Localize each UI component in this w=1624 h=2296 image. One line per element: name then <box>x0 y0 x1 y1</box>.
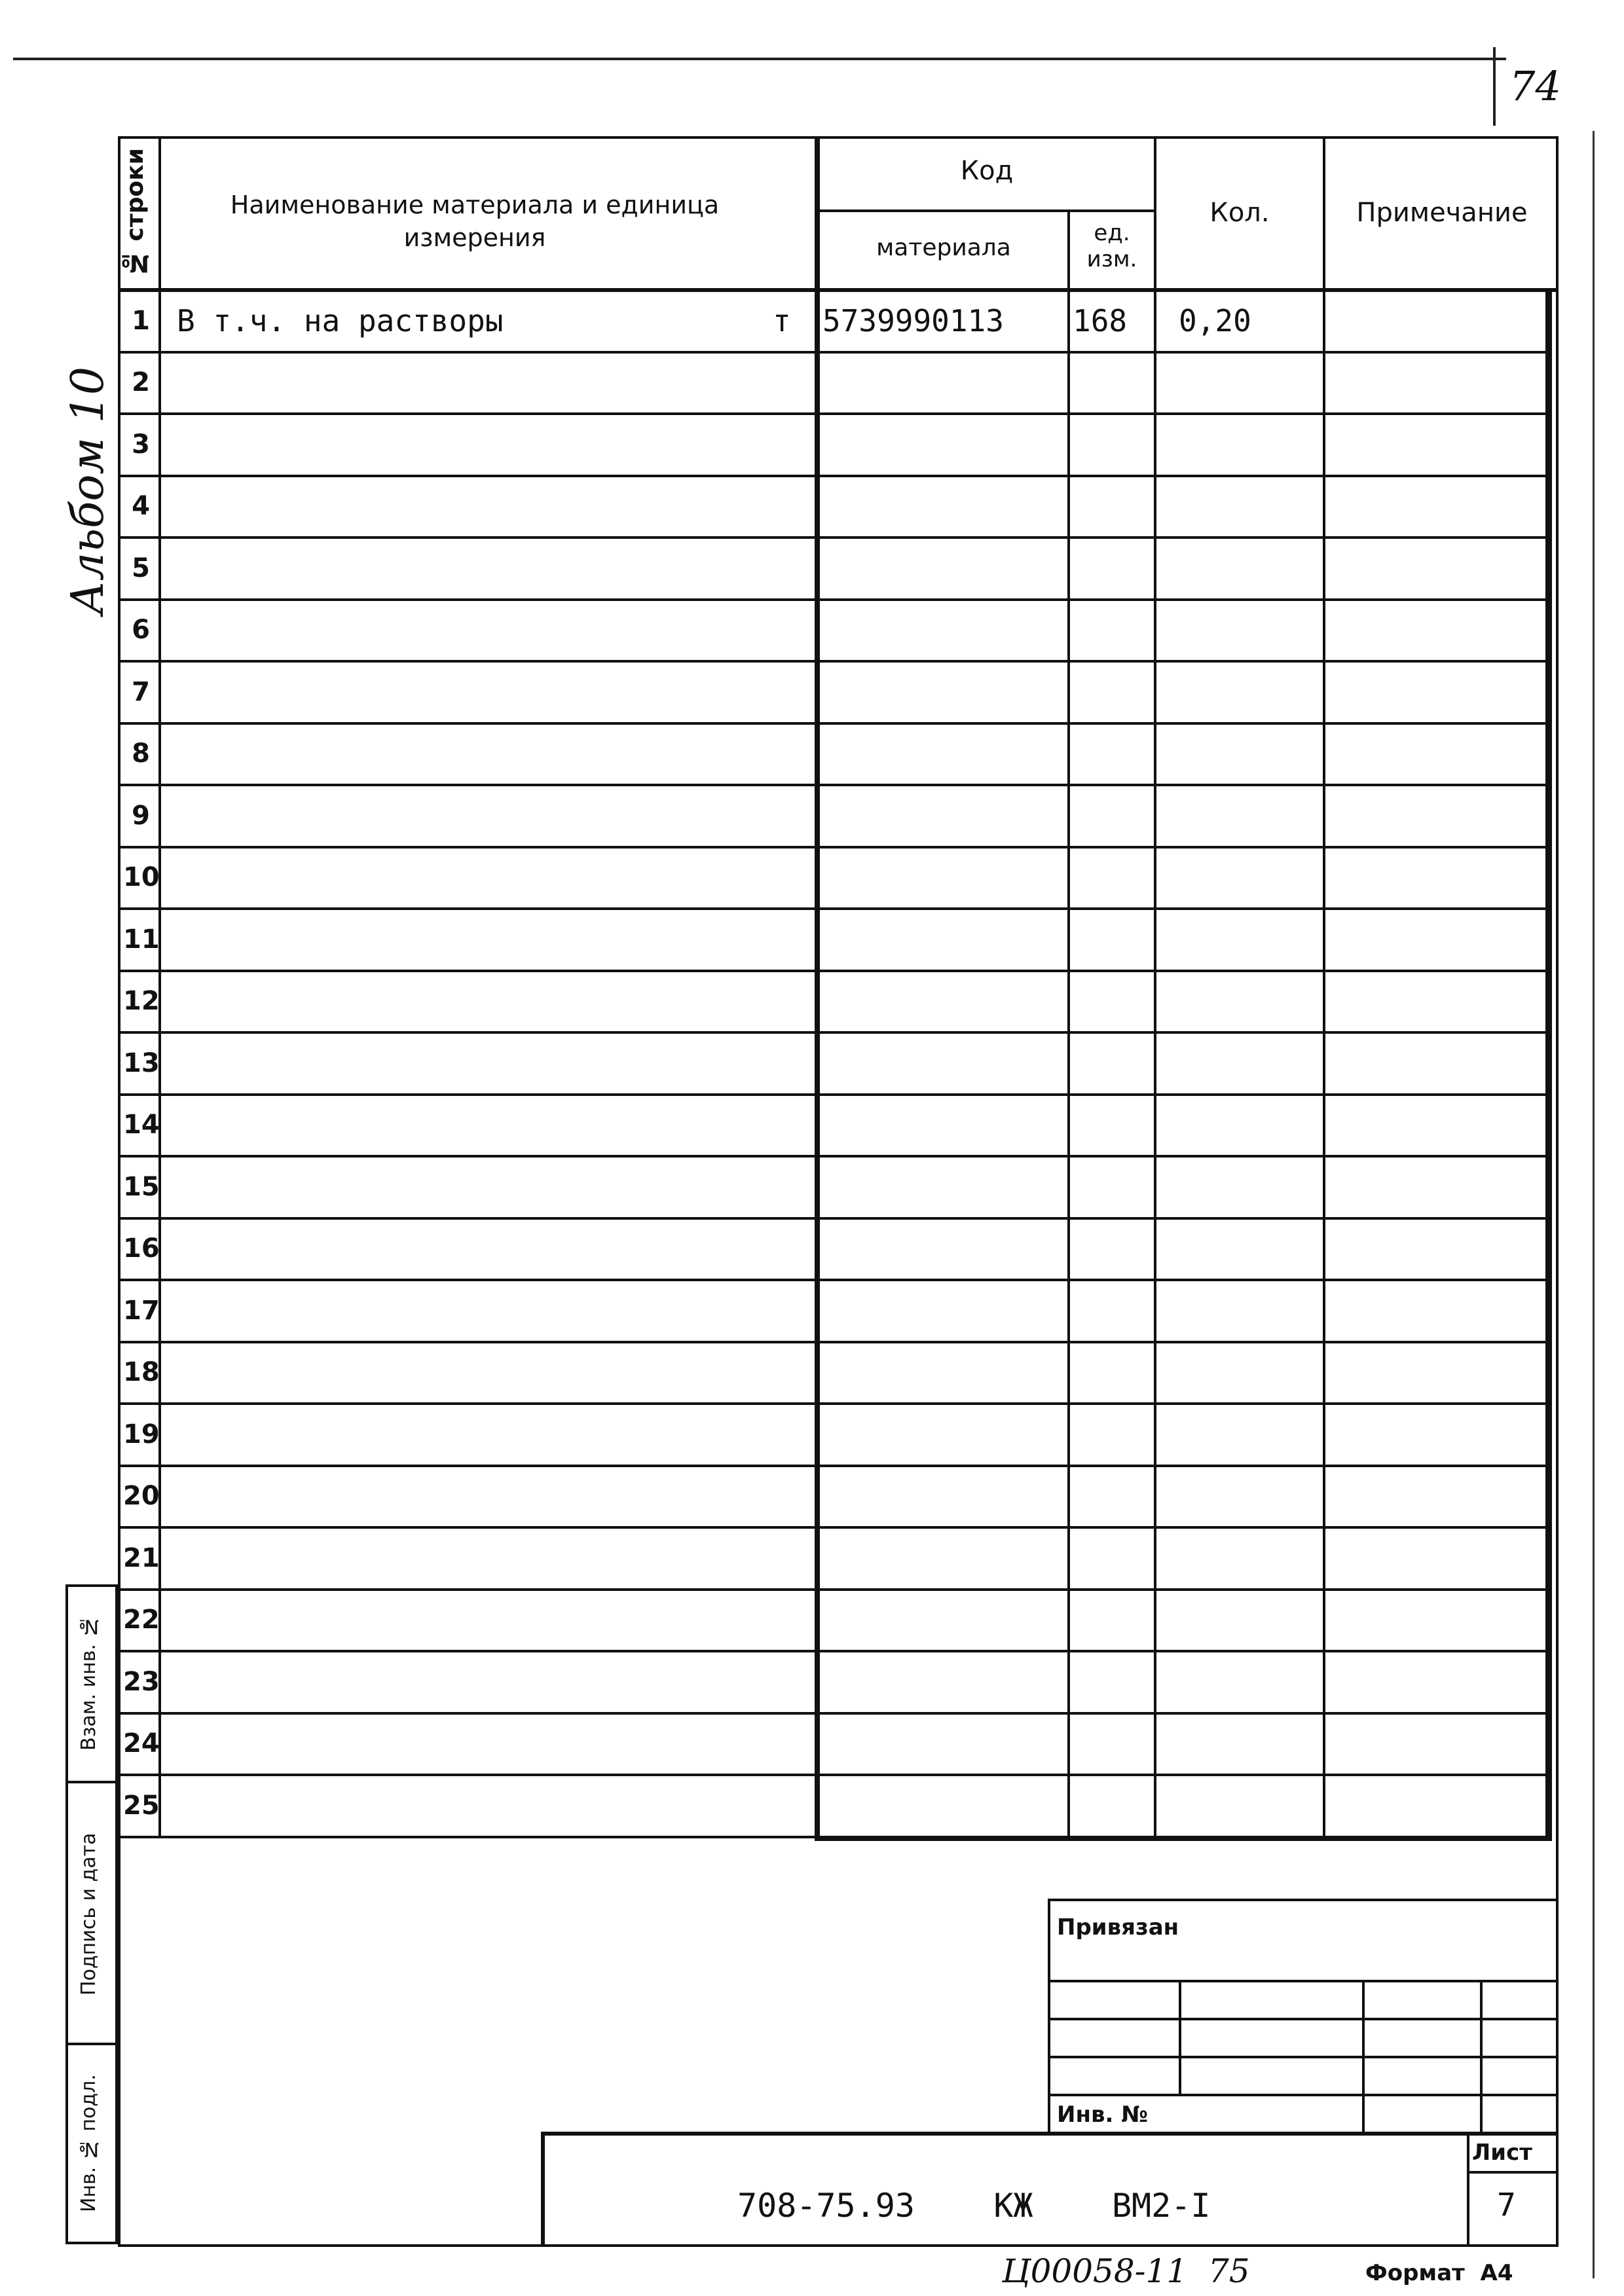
row-number: 14 <box>123 1110 160 1140</box>
signature-date-label: Подпись и дата <box>77 1832 100 1996</box>
table-row <box>118 1158 1559 1220</box>
row-number: 11 <box>123 924 160 955</box>
replace-inv-label: Взам. инв. № <box>77 1614 100 1751</box>
top-rule <box>13 58 1506 60</box>
row-number: 17 <box>123 1296 160 1326</box>
row-number: 25 <box>123 1791 160 1821</box>
table-body <box>118 292 1559 1838</box>
row-number: 10 <box>123 862 160 892</box>
note-header: Примечание <box>1356 198 1528 228</box>
table-row <box>118 972 1559 1034</box>
table-row <box>118 477 1559 539</box>
document-code: 708-75.93 КЖ ВМ2-I <box>737 2187 1211 2225</box>
inv-orig-label: Инв. № подл. <box>77 2074 100 2213</box>
table-row <box>118 1220 1559 1281</box>
row-number: 18 <box>123 1357 160 1387</box>
rownum-header: № строки <box>122 148 149 276</box>
page-number-box <box>1493 47 1496 126</box>
name-header: Наименование материала и единица измерения <box>230 191 720 252</box>
row-number: 6 <box>132 615 150 645</box>
material-name-cell: В т.ч. на растворы <box>177 303 504 338</box>
table-row <box>118 1034 1559 1096</box>
trim-line <box>1593 131 1595 2278</box>
row-number: 5 <box>132 553 150 583</box>
inv-no-label: Инв. № <box>1057 2102 1149 2128</box>
table-row <box>118 539 1559 601</box>
row-number: 13 <box>123 1048 160 1078</box>
binding-block <box>1048 1899 1559 2134</box>
table-row <box>118 292 1559 354</box>
table-row <box>118 1467 1559 1529</box>
row-number: 23 <box>123 1667 160 1697</box>
table-row <box>118 663 1559 725</box>
table-row <box>118 911 1559 972</box>
table-row <box>118 725 1559 786</box>
row-number: 8 <box>132 738 150 769</box>
table-row <box>118 601 1559 663</box>
row-number: 15 <box>123 1172 160 1202</box>
row-number: 12 <box>123 986 160 1016</box>
unit-header-1: ед. <box>1094 220 1130 246</box>
row-number: 9 <box>132 801 150 831</box>
table-row <box>118 416 1559 477</box>
material-code-header: материала <box>876 234 1011 261</box>
row-number: 16 <box>123 1233 160 1264</box>
table-row <box>118 1096 1559 1157</box>
table-row <box>118 1406 1559 1467</box>
sheet-number: 7 <box>1497 2187 1516 2223</box>
material-code-cell: 5739990113 <box>822 303 1004 338</box>
format-label: Формат А4 <box>1365 2260 1513 2286</box>
title-stamp <box>541 2132 1559 2244</box>
table-row <box>118 354 1559 415</box>
row-number: 19 <box>123 1419 160 1449</box>
row-number: 1 <box>132 306 150 336</box>
unit-code-cell: 168 <box>1073 303 1128 338</box>
row-number: 24 <box>123 1728 160 1758</box>
row-number: 21 <box>123 1543 160 1573</box>
unit-header-2: изм. <box>1086 246 1137 272</box>
table-row <box>118 1529 1559 1591</box>
table-row <box>118 1343 1559 1405</box>
unit-letter-cell: т <box>773 303 791 338</box>
handwritten-code: Ц00058-11 75 <box>1002 2252 1250 2290</box>
row-number: 2 <box>132 367 150 397</box>
table-row <box>118 848 1559 910</box>
table-row <box>118 1282 1559 1343</box>
row-number: 4 <box>132 491 150 521</box>
code-header: Код <box>960 156 1014 186</box>
row-number: 20 <box>123 1481 160 1511</box>
quantity-cell: 0,20 <box>1179 303 1251 338</box>
row-number: 7 <box>132 677 150 707</box>
side-stamp <box>65 1584 118 2244</box>
row-number: 3 <box>132 429 150 460</box>
row-number: 22 <box>123 1605 160 1635</box>
sheet-label: Лист <box>1472 2140 1532 2166</box>
table-row <box>118 1715 1559 1776</box>
table-row <box>118 787 1559 848</box>
album-note: Альбом 10 <box>62 367 114 615</box>
page-number: 74 <box>1509 62 1561 110</box>
materials-table <box>118 136 1559 1838</box>
table-row <box>118 1591 1559 1652</box>
table-row <box>118 1653 1559 1715</box>
binding-label: Привязан <box>1057 1914 1179 1941</box>
qty-header: Кол. <box>1209 198 1270 228</box>
table-row <box>118 1777 1559 1838</box>
